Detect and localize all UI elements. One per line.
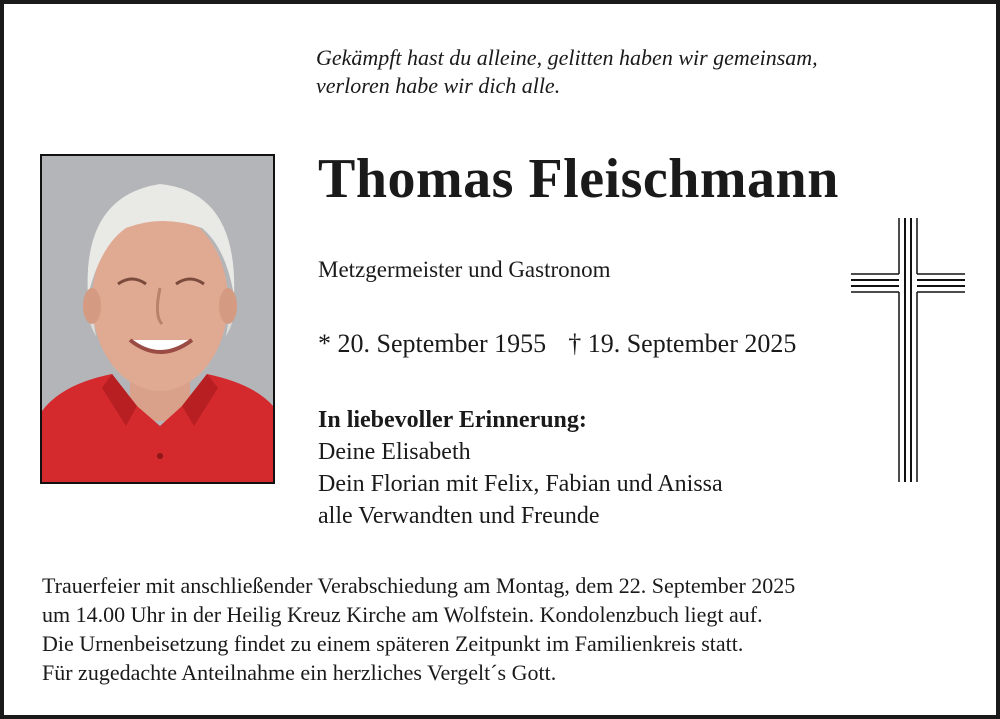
service-line-4: Für zugedachte Anteilnahme ein herzliches Vergelt´s Gott.	[42, 660, 557, 685]
portrait-illustration	[42, 156, 273, 482]
mourner-line-3: alle Verwandten und Freunde	[318, 503, 600, 529]
cross-icon	[849, 216, 969, 491]
life-dates	[318, 329, 796, 359]
service-line-1: Trauerfeier mit anschließender Verabschiedung am Montag, dem 22. September 2025	[42, 573, 796, 598]
motto-line-2: verloren habe wir dich alle.	[316, 73, 561, 98]
mourner-line-1: Deine Elisabeth	[318, 439, 471, 465]
motto-quote	[316, 44, 976, 100]
birth-date: * 20. September 1955	[318, 329, 547, 358]
mourner-line-2: Dein Florian mit Felix, Fabian und Anissa	[318, 471, 723, 497]
mourners-block	[318, 404, 723, 532]
service-line-3: Die Urnenbeisetzung findet zu einem späteren Zeitpunkt im Familienkreis statt.	[42, 631, 744, 656]
profession: Metzgermeister und Gastronom	[318, 257, 611, 282]
motto-line-1: Gekämpft hast du alleine, gelitten haben wir gemeinsam,	[316, 45, 818, 70]
memory-heading: In liebevoller Erinnerung:	[318, 407, 587, 433]
deceased-name: Thomas Fleischmann	[318, 148, 839, 210]
service-line-2: um 14.00 Uhr in der Heilig Kreuz Kirche am Wolfstein. Kondolenzbuch liegt auf.	[42, 602, 763, 627]
portrait-photo	[40, 154, 275, 484]
death-date: † 19. September 2025	[568, 329, 797, 358]
service-info	[42, 571, 972, 687]
